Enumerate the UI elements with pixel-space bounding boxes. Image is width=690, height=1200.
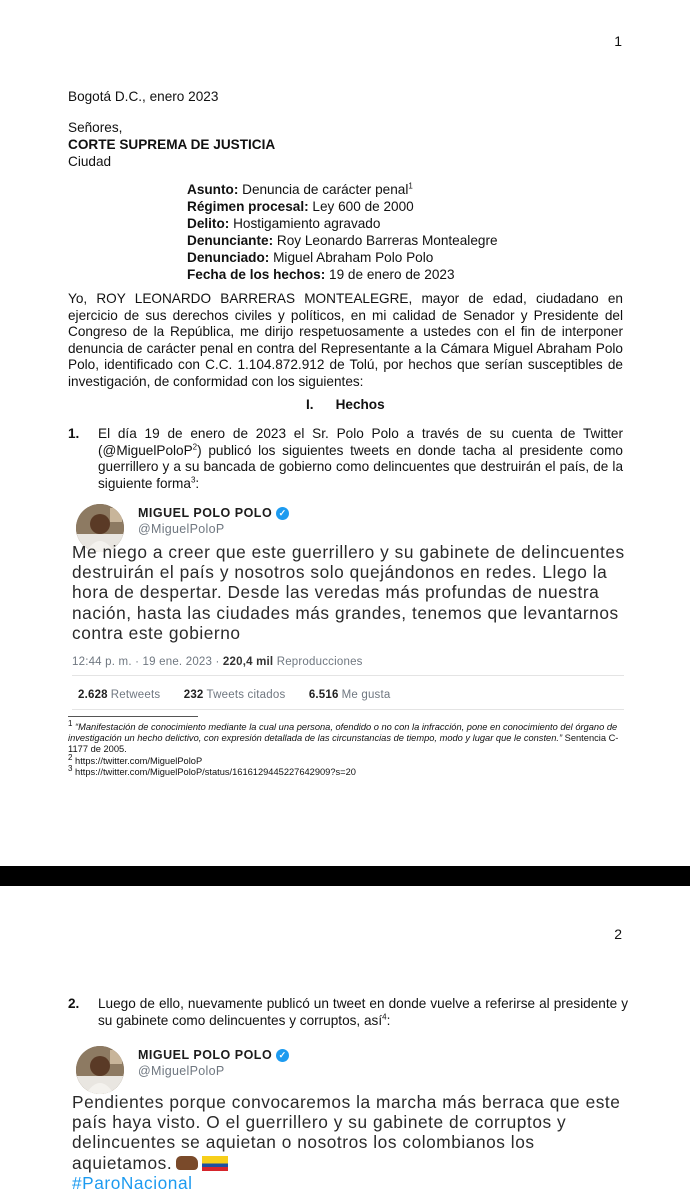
addressee-city: Ciudad — [68, 154, 112, 169]
tweet-text: Me niego a creer que este guerrillero y su gabinete de delincuentes destruirán el país y nosotros solo quejándonos en redes. Llego la hora de despertar. Desde las veredas más profundas de nuestra nación, hasta las ciudades más grandes, tenemos que levantarnos contra este gobierno — [72, 542, 625, 643]
footnote-3: $^3$ https://twitter.com/MiguelPoloP/status/1616129445227642909?s=20 — [68, 763, 356, 777]
footnote-2: $^2$ https://twitter.com/MiguelPoloP — [68, 752, 203, 766]
addressee-court: CORTE SUPREMA DE JUSTICIA — [68, 137, 276, 152]
divider — [72, 709, 624, 710]
tweet-stats — [78, 689, 411, 701]
subject-denunciado: Denunciado: Miguel Abraham Polo Polo — [187, 250, 434, 265]
embedded-tweet — [72, 500, 632, 710]
tweet-author-handle: @MiguelPoloP — [138, 522, 225, 536]
colombia-flag-icon — [202, 1156, 228, 1171]
subject-delito: Delito: Hostigamiento agravado — [187, 216, 381, 231]
tweet-text: Pendientes porque convocaremos la marcha más berraca que este país haya visto. O el guerrillero y su gabinete de corruptos y delincuentes se aquietan o nosotros los colombianos los aquietamos. #ParoNacional — [72, 1092, 621, 1193]
retweets-count: 2.628 Retweets — [78, 689, 161, 701]
item-paragraph: El día 19 de enero de 2023 el Sr. Polo Polo a través de su cuenta de Twitter (@MiguelPoloP$^2$) publicó los siguientes tweets en donde tacha al presidente como guerrillero y a su bancada de gobierno como delincuentes que destruirán el país, de la siguiente forma$^3$: — [98, 426, 623, 491]
likes-count: 6.516 Me gusta — [308, 689, 391, 701]
subject-denunciante: Denunciante: Roy Leonardo Barreras Montealegre — [187, 233, 498, 248]
divider — [72, 675, 624, 676]
addressee-salutation: Señores, — [68, 120, 123, 135]
subject-block — [187, 181, 498, 283]
tweet-author-name: MIGUEL POLO POLO ✓ — [138, 506, 289, 520]
subject-asunto: Asunto: Denuncia de carácter penal$^1$ — [187, 181, 413, 197]
item-number: 2. — [68, 996, 80, 1011]
footnotes — [68, 718, 623, 778]
verified-badge-icon: ✓ — [276, 507, 289, 520]
tweet-timestamp: 12:44 p. m. · 19 ene. 2023 · 220,4 mil Reproducciones — [72, 656, 363, 668]
hashtag-link[interactable]: #ParoNacional — [72, 1172, 193, 1193]
page-number: 1 — [614, 33, 622, 49]
subject-regimen: Régimen procesal: Ley 600 de 2000 — [187, 199, 414, 214]
fist-emoji-icon — [176, 1156, 198, 1170]
document-page-2 — [0, 886, 690, 1200]
item-paragraph: Luego de ello, nuevamente publicó un tweet en donde vuelve a referirse al presidente y su gabinete como delincuentes y corruptos, así$^4$: — [98, 996, 628, 1028]
avatar — [76, 1046, 124, 1094]
addressee-block — [68, 119, 275, 170]
city-date: Bogotá D.C., enero 2023 — [68, 89, 219, 104]
footnote-ref-3: 3 — [190, 474, 196, 484]
footnote-ref-2: 2 — [192, 441, 198, 451]
footnote-ref-1: 1 — [408, 181, 413, 191]
tweet-author-handle: @MiguelPoloP — [138, 1064, 225, 1078]
footnote-ref-4: 4 — [382, 1011, 387, 1021]
item-number: 1. — [68, 426, 80, 441]
page-number: 2 — [614, 926, 622, 942]
footnote-1: $^1$ “Manifestación de conocimiento mediante la cual una persona, ofendido o no con la infracción, pone en conocimiento del órgano de investigación un hecho delictivo, con expresión detallada de las circunstancias de tiempo, modo y lugar que le consten.” Sentencia C-1177 de 2005. — [68, 718, 619, 755]
verified-badge-icon: ✓ — [276, 1049, 289, 1062]
quotes-count: 232 Tweets citados — [183, 689, 286, 701]
section-heading: I. Hechos — [306, 397, 385, 412]
embedded-tweet — [72, 1042, 632, 1200]
footnote-divider — [68, 716, 198, 717]
tweet-author-name: MIGUEL POLO POLO ✓ — [138, 1048, 289, 1062]
intro-paragraph: Yo, ROY LEONARDO BARRERAS MONTEALEGRE, mayor de edad, ciudadano en ejercicio de sus derechos civiles y políticos, en mi calidad de Senador y Presidente del Congreso de la República, me dirijo respetuosamente a ustedes con el fin de interponer denuncia de carácter penal en contra del Representante a la Cámara Miguel Abraham Polo Polo, identificado con C.C. 1.104.872.912 de Tolú, por hechos que serían susceptibles de investigación, de conformidad con los siguientes: — [68, 291, 623, 389]
subject-fecha: Fecha de los hechos: 19 de enero de 2023 — [187, 267, 455, 282]
